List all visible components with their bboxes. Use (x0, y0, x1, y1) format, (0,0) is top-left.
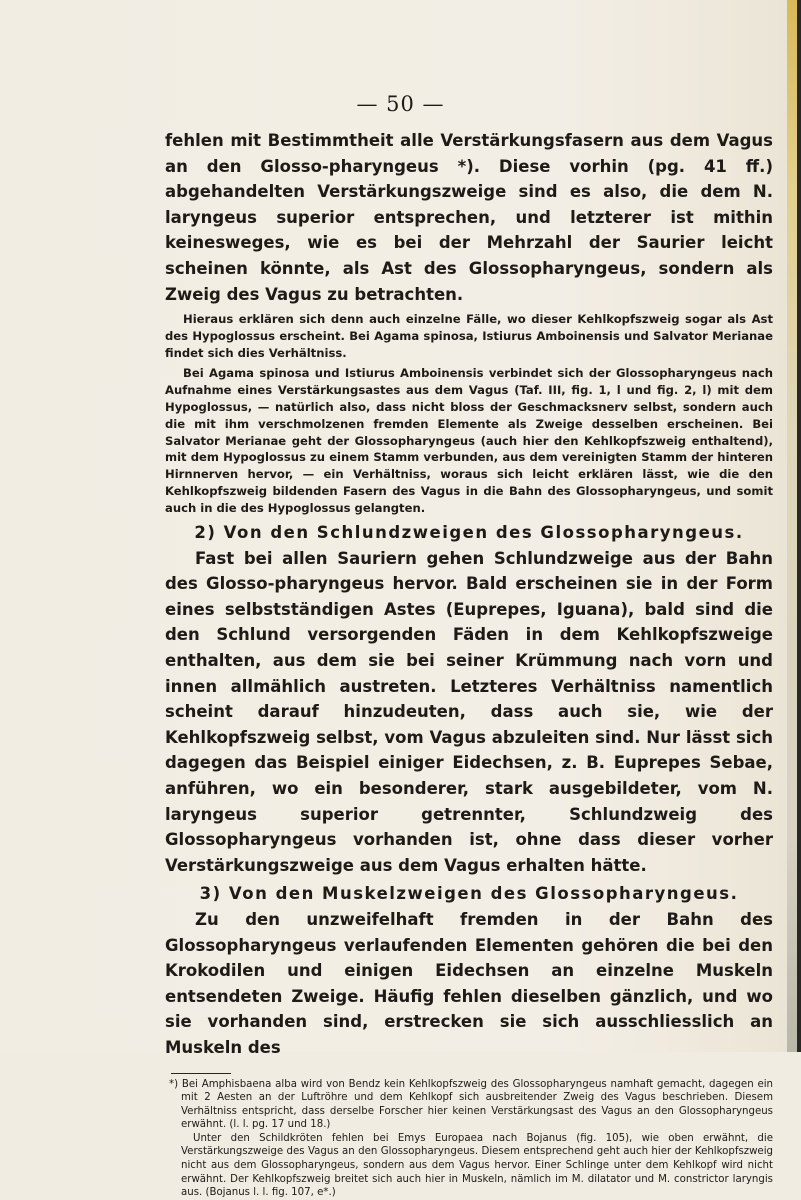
paragraph-3: Bei Agama spinosa und Istiurus Amboinensis verbindet sich der Glossopharyngeus nach Aufnahme eines Verstärkungsastes aus dem Vagus (Taf. III, fig. 1, l und fig. 2, l) mit dem Hypoglossus, — natürlich also, dass nicht bloss der Geschmacksnerv selbst, sondern auch die mit ihm verschmolzenen fremden Elemente als Zweige desselben erscheinen. Bei Salvator Merianae geht der Glossopharyngeus (auch hier den Kehlkopfszweig enthaltend), mit dem Hypoglossus zu einem Stamm verbunden, aus dem vereinigten Stamm der hinteren Hirnnerven hervor, — ein Verhältniss, woraus sich leicht erklären lässt, wie die den Kehlkopfszweig bildenden Fasern des Vagus in die Bahn des Glossopharyngeus, und somit auch in die des Hypoglossus gelangten. (165, 365, 773, 516)
page-body (165, 128, 773, 1200)
page-number: — 50 — (356, 92, 445, 116)
footnote-paragraph-1: *) Bei Amphisbaena alba wird von Bendz kein Kehlkopfszweig des Glossopharyngeus namhaft gemacht, dagegen ein mit 2 Aesten an der Luftröhre und dem Kehlkopf sich ausbreitender Zweig des Vagus beschrieben. Diesem Verhältniss entspricht, dass derselbe Forscher hier keinen Verstärkungsast des Vagus an den Glossopharyngeus erwähnt. (l. l. pg. 17 und 18.) (169, 1078, 773, 1131)
paragraph-5: Zu den unzweifelhaft fremden in der Bahn des Glossopharyngeus verlaufenden Elementen gehören die bei den Krokodilen und einigen Eidechsen an einzelne Muskeln entsendeten Zweige. Häufig fehlen dieselben gänzlich, und wo sie vorhanden sind, erstrecken sie sich ausschliesslich an Muskeln des (165, 909, 773, 1057)
paragraph-1: fehlen mit Bestimmtheit alle Verstärkungsfasern aus dem Vagus an den Glosso-pharyngeus *). Diese vorhin (pg. 41 ff.) abgehandelten Verstärkungszweige sind es also, die dem N. laryngeus superior entsprechen, und letzterer ist mithin keinesweges, wie es bei der Mehrzahl der Saurier leicht scheinen könnte, als Ast des Glossopharyngeus, sondern als Zweig des Vagus zu betrachten. (165, 131, 773, 304)
footnote-rule (171, 1073, 231, 1074)
footnote (165, 1078, 773, 1200)
section-heading-2: 2) Von den Schlundzweigen des Glossopharyngeus. (194, 523, 744, 543)
paragraph-2: Hieraus erklären sich denn auch einzelne Fälle, wo dieser Kehlkopfszweig sogar als Ast des Hypoglossus erscheint. Bei Agama spinosa, Istiurus Amboinensis und Salvator Merianae findet sich dies Verhältniss. (165, 312, 773, 360)
section-heading-3: 3) Von den Muskelzweigen des Glossopharyngeus. (199, 884, 739, 904)
paragraph-4: Fast bei allen Sauriern gehen Schlundzweige aus der Bahn des Glosso-pharyngeus hervor. Bald erscheinen sie in der Form eines selbstständigen Astes (Euprepes, Iguana), bald sind die den Schlund versorgenden Fäden in dem Kehlkopfszweige enthalten, aus dem sie bei seiner Krümmung nach vorn und innen allmählich austreten. Letzteres Verhältniss namentlich scheint darauf hinzudeuten, dass auch sie, wie der Kehlkopfszweig selbst, vom Vagus abzuleiten sind. Nur lässt sich dagegen das Beispiel einiger Eidechsen, z. B. Euprepes Sebae, anführen, wo ein besonderer, stark ausgebildeter, vom N. laryngeus superior getrennter, Schlundzweig des Glossopharyngeus vorhanden ist, ohne dass dieser vorher Verstärkungszweige aus dem Vagus erhalten hätte. (165, 548, 773, 875)
page-edge (787, 0, 801, 1052)
footnote-paragraph-2: Unter den Schildkröten fehlen bei Emys Europaea nach Bojanus (fig. 105), wie oben erwähnt, die Verstärkungszweige des Vagus an den Glossopharyngeus. Diesem entsprechend geht auch hier der Kehlkopfszweig nicht aus dem Glossopharyngeus, sondern aus dem Vagus hervor. Einer Schlinge unter dem Kehlkopf wird nicht erwähnt. Der Kehlkopfszweig breitet sich auch hier in Muskeln, nämlich im M. dilatator und M. constrictor laryngis aus. (Bojanus l. l. fig. 107, e*.) (181, 1132, 773, 1199)
